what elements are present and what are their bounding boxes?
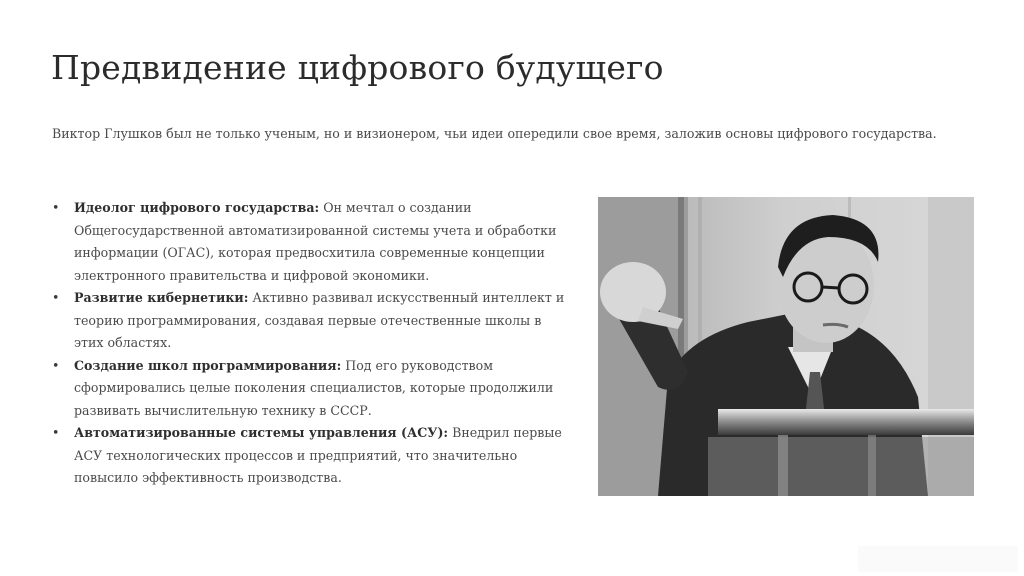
slide-title: Предвидение цифрового будущего (51, 48, 664, 87)
bullet-list (52, 197, 572, 490)
bullet-item (52, 355, 572, 423)
bullet-icon: • (52, 425, 60, 440)
bullet-item (52, 287, 572, 355)
bullet-text: Под его руководством сформировались целые поколения специалистов, которые продолжили развивать вычислительную технику в СССР. (74, 357, 554, 418)
bullet-title: Развитие кибернетики: (74, 290, 249, 305)
corner-watermark (858, 546, 1018, 572)
bullet-title: Идеолог цифрового государства: (74, 200, 320, 215)
bullet-text: Он мечтал о создании Общегосударственной автоматизированной системы учета и обработки информации (ОГАС), которая предвосхитила современные концепции электронного правительства и цифровой экономики. (74, 200, 557, 283)
bullet-item (52, 197, 572, 287)
bullet-title: Создание школ программирования: (74, 357, 342, 373)
bullet-item (52, 422, 572, 490)
bullet-icon: • (52, 357, 60, 373)
bullet-icon: • (52, 200, 60, 215)
bullet-text: Внедрил первые АСУ технологических процессов и предприятий, что значительно повысило эффективность производства. (74, 425, 562, 485)
portrait-photo (598, 197, 974, 496)
bullet-text: Активно развивал искусственный интеллект и теорию программирования, создавая первые отечественные школы в этих областях. (74, 290, 565, 350)
portrait-photo-icon (598, 197, 974, 496)
slide-subtitle: Виктор Глушков был не только ученым, но и визионером, чьи идеи опередили свое время, заложив основы цифрового государства. (52, 126, 937, 141)
bullet-title: Автоматизированные системы управления (АСУ): (74, 425, 449, 440)
bullet-icon: • (52, 290, 60, 305)
